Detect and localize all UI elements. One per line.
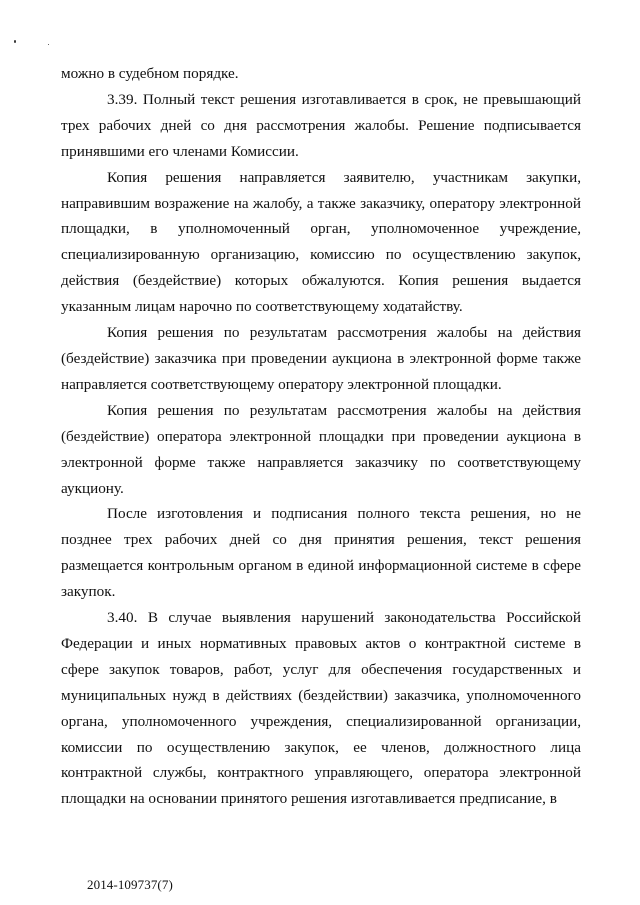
paragraph-copy-recipients: Копия решения направляется заявителю, участникам закупки, направившим возражение на жалобу, а также заказчику, оператору электронной площадки, в уполномоченный орган, уполномоченное учреждение, специализированную организацию, комиссию по осуществлению закупок, действия (бездействие) которых обжалуются. Копия решения выдается указанным лицам нарочно по соответствующему ходатайству. bbox=[61, 168, 581, 316]
paragraph-publication: После изготовления и подписания полного текста решения, но не позднее трех рабочих дней со дня принятия решения, текст решения размещается контрольным органом в единой информационной системе в сфере закупок. bbox=[61, 505, 581, 601]
paragraph-3-39: 3.39. Полный текст решения изготавливается в срок, не превышающий трех рабочих дней со дня рассмотрения жалобы. Решение подписывается принявшими его членами Комиссии. bbox=[61, 90, 581, 160]
paragraph-copy-operator-complaint: Копия решения по результатам рассмотрения жалобы на действия (бездействие) оператора электронной площадки при проведении аукциона в электронной форме также направляется заказчику по соответствующему аукциону. bbox=[61, 401, 581, 497]
scan-speck bbox=[48, 44, 49, 45]
document-body bbox=[61, 61, 581, 812]
paragraph-3-40: 3.40. В случае выявления нарушений законодательства Российской Федерации и иных нормативных правовых актов о контрактной системе в сфере закупок товаров, работ, услуг для обеспечения государственных и муниципальных нужд в действиях (бездействии) заказчика, уполномоченного органа, уполномоченного учреждения, специализированной организации, комиссии по осуществлению закупок, ее членов, должностного лица контрактной службы, контрактного управляющего, оператора электронной площадки на основании принятого решения изготавливается предписание, в bbox=[61, 609, 581, 808]
paragraph-continuation: можно в судебном порядке. bbox=[61, 65, 239, 82]
scan-speck bbox=[14, 40, 16, 43]
paragraph-copy-customer-complaint: Копия решения по результатам рассмотрения жалобы на действия (бездействие) заказчика при проведении аукциона в электронной форме также направляется соответствующему оператору электронной площадки. bbox=[61, 324, 581, 393]
document-footer-code: 2014-109737(7) bbox=[87, 877, 173, 892]
